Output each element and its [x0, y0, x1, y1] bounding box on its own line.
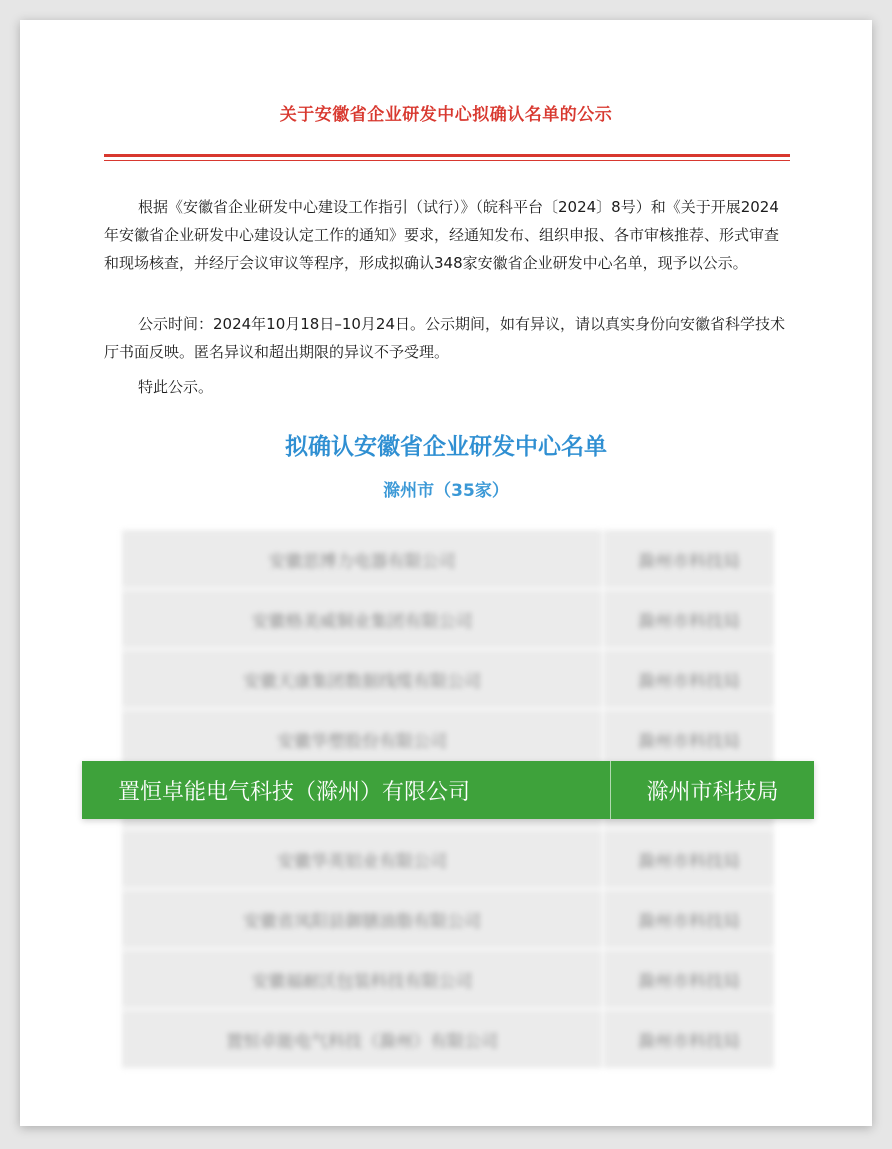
table-row — [122, 950, 774, 1010]
dept-cell: 滁州市科技局 — [604, 650, 774, 708]
list-subtitle: 滁州市（35家） — [383, 481, 509, 501]
company-cell: 安徽华英铝业有限公司 — [122, 830, 602, 888]
table-row — [122, 530, 774, 590]
highlighted-dept: 滁州市科技局 — [646, 779, 779, 805]
highlighted-company: 置恒卓能电气科技（滁州）有限公司 — [118, 779, 471, 805]
title-rule-thick — [104, 154, 790, 157]
title-rule-thin — [104, 160, 790, 161]
company-cell: 安徽华塑股份有限公司 — [122, 710, 602, 768]
dept-cell: 滁州市科技局 — [604, 830, 774, 888]
dept-cell: 滁州市科技局 — [604, 1010, 774, 1068]
table-row — [122, 890, 774, 950]
notice-paragraph-closing: 特此公示。 — [138, 378, 214, 396]
notice-paragraph-basis: 根据《安徽省企业研发中心建设工作指引（试行）》（皖科平台〔2024〕8号）和《关于开展2024年安徽省企业研发中心建设认定工作的通知》要求，经通知发布、组织申报、各市审核推荐、形式审查和现场核查，并经厅会议审议等程序，形成拟确认348家安徽省企业研发中心名单，现予以公示。 — [104, 198, 780, 272]
company-cell: 安徽福耐沃包装科技有限公司 — [122, 950, 602, 1008]
dept-cell: 滁州市科技局 — [604, 950, 774, 1008]
dept-cell: 滁州市科技局 — [604, 530, 774, 588]
company-cell: 安徽格美威铜业集团有限公司 — [122, 590, 602, 648]
list-title: 拟确认安徽省企业研发中心名单 — [285, 434, 607, 460]
notice-title: 关于安徽省企业研发中心拟确认名单的公示 — [279, 105, 613, 125]
highlighted-row — [82, 761, 814, 819]
dept-cell: 滁州市科技局 — [604, 710, 774, 768]
company-cell: 安徽天康集团数据线缆有限公司 — [122, 650, 602, 708]
company-cell: 安徽思博力电器有限公司 — [122, 530, 602, 588]
table-row — [122, 650, 774, 710]
table-row — [122, 1010, 774, 1070]
dept-cell: 滁州市科技局 — [604, 590, 774, 648]
notice-paragraph-period: 公示时间：2024年10月18日–10月24日。公示期间，如有异议，请以真实身份向安徽省科学技术厅书面反映。匿名异议和超出期限的异议不予受理。 — [104, 315, 786, 361]
company-cell: 置恒卓能电气科技（滁州）有限公司 — [122, 1010, 602, 1068]
dept-cell: 滁州市科技局 — [604, 890, 774, 948]
table-row — [122, 830, 774, 890]
table-row — [122, 590, 774, 650]
company-cell: 安徽省凤阳县御膳油脂有限公司 — [122, 890, 602, 948]
